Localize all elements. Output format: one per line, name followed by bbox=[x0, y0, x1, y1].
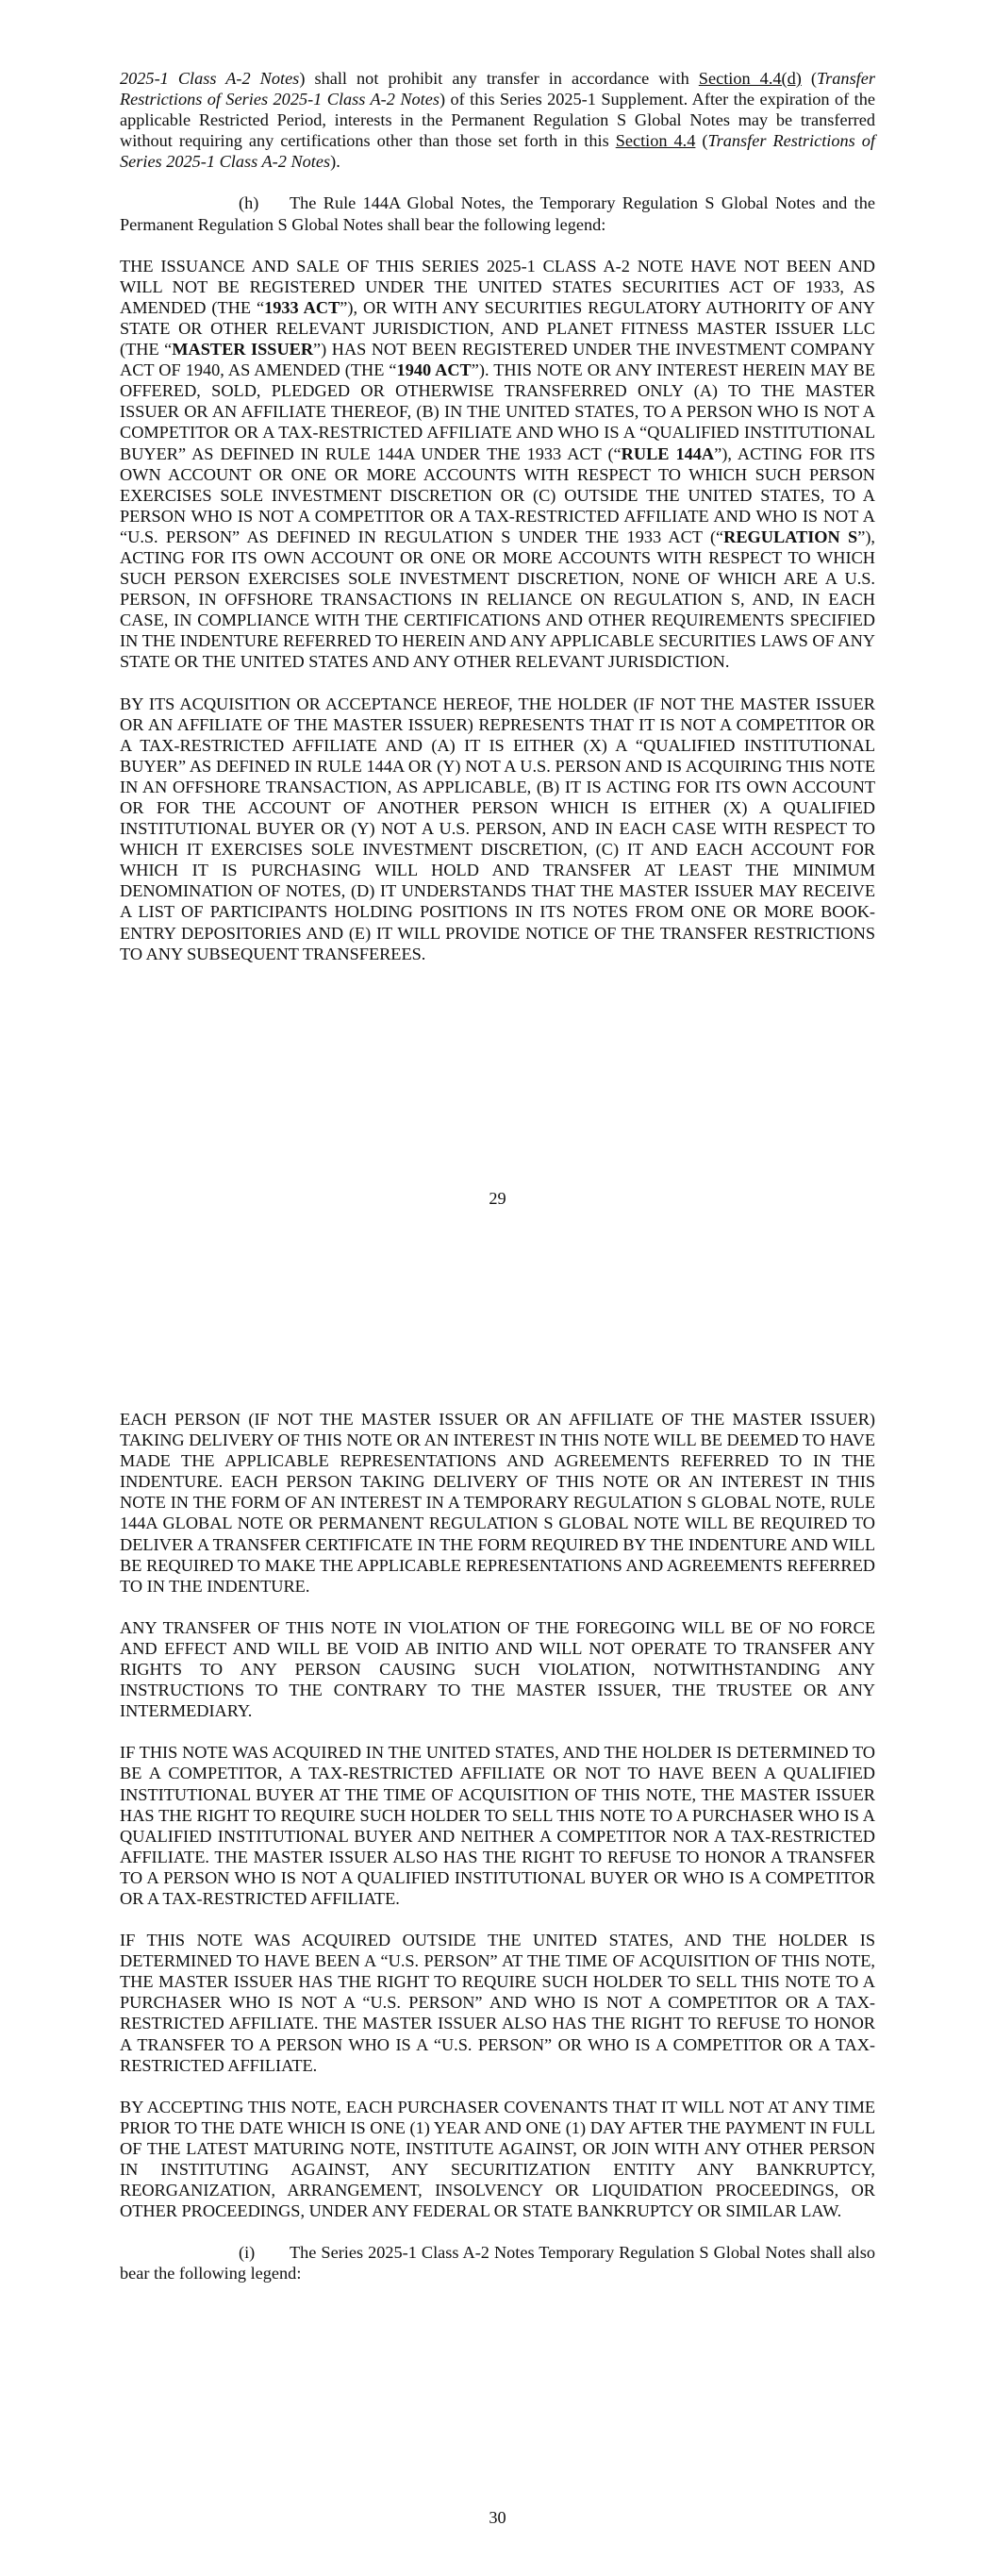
clause-h bbox=[120, 192, 875, 234]
section-ref-4-4: Section 4.4 bbox=[615, 131, 696, 151]
clause-h-label: (h) bbox=[239, 193, 259, 213]
legend-void-transfer: ANY TRANSFER OF THIS NOTE IN VIOLATION OF THE FOREGOING WILL BE OF NO FORCE AND EFFECT AND WILL BE VOID AB INITIO AND WILL NOT OPERATE TO TRANSFER ANY RIGHTS TO ANY PERSON CAUSING SUCH VIOLATION, NOTWITHSTANDING ANY INSTRUCTIONS TO THE CONTRARY TO THE MASTER ISSUER, THE TRUSTEE OR ANY INTERMEDIARY. bbox=[120, 1617, 875, 1721]
clause-i bbox=[120, 2242, 875, 2283]
legend-delivery-representations: EACH PERSON (IF NOT THE MASTER ISSUER OR AN AFFILIATE OF THE MASTER ISSUER) TAKING DELIVERY OF THIS NOTE OR AN INTEREST IN THIS NOTE WILL BE DEEMED TO HAVE MADE THE APPLICABLE REPRESENTATIONS AND AGREEMENTS REFERRED TO IN THE INDENTURE. EACH PERSON TAKING DELIVERY OF THIS NOTE OR AN INTEREST IN THIS NOTE IN THE FORM OF AN INTEREST IN A TEMPORARY REGULATION S GLOBAL NOTE, RULE 144A GLOBAL NOTE OR PERMANENT REGULATION S GLOBAL NOTE WILL BE REQUIRED TO DELIVER A TRANSFER CERTIFICATE IN THE FORM REQUIRED BY THE INDENTURE AND WILL BE REQUIRED TO MAKE THE APPLICABLE REPRESENTATIONS AND AGREEMENTS REFERRED TO IN THE INDENTURE. bbox=[120, 1410, 875, 1596]
clause-i-label: (i) bbox=[239, 2243, 256, 2263]
legend-acquired-in-us: IF THIS NOTE WAS ACQUIRED IN THE UNITED STATES, AND THE HOLDER IS DETERMINED TO BE A COMPETITOR, A TAX-RESTRICTED AFFILIATE OR NOT TO HAVE BEEN A QUALIFIED INSTITUTIONAL BUYER AT THE TIME OF ACQUISITION OF THIS NOTE, THE MASTER ISSUER HAS THE RIGHT TO REQUIRE SUCH HOLDER TO SELL THIS NOTE TO A PURCHASER WHO IS A QUALIFIED INSTITUTIONAL BUYER AND NEITHER A COMPETITOR NOR A TAX-RESTRICTED AFFILIATE. THE MASTER ISSUER ALSO HAS THE RIGHT TO REFUSE TO HONOR A TRANSFER TO A PERSON WHO IS NOT A QUALIFIED INSTITUTIONAL BUYER OR WHO IS A COMPETITOR OR A TAX-RESTRICTED AFFILIATE. bbox=[120, 1743, 875, 1908]
page-29-body bbox=[120, 68, 875, 964]
legend-acquired-outside-us: IF THIS NOTE WAS ACQUIRED OUTSIDE THE UNITED STATES, AND THE HOLDER IS DETERMINED TO HAVE BEEN A “U.S. PERSON” AT THE TIME OF ACQUISITION OF THIS NOTE, THE MASTER ISSUER HAS THE RIGHT TO REQUIRE SUCH HOLDER TO SELL THIS NOTE TO A PURCHASER WHO IS NOT A “U.S. PERSON” AND WHO IS NOT A COMPETITOR OR A TAX-RESTRICTED AFFILIATE. THE MASTER ISSUER ALSO HAS THE RIGHT TO REFUSE TO HONOR A TRANSFER TO A PERSON WHO IS A “U.S. PERSON” OR WHO IS A COMPETITOR OR A TAX-RESTRICTED AFFILIATE. bbox=[120, 1931, 875, 2075]
page-number: 30 bbox=[489, 2508, 506, 2527]
clause-h-text: The Rule 144A Global Notes, the Temporary Regulation S Global Notes and the Permanent Regulation S Global Notes shall bear the following legend: bbox=[120, 193, 875, 234]
legend-non-petition-covenant: BY ACCEPTING THIS NOTE, EACH PURCHASER COVENANTS THAT IT WILL NOT AT ANY TIME PRIOR TO THE DATE WHICH IS ONE (1) YEAR AND ONE (1) DAY AFTER THE PAYMENT IN FULL OF THE LATEST MATURING NOTE, INSTITUTE AGAINST, OR JOIN WITH ANY OTHER PERSON IN INSTITUTING AGAINST, ANY SECURITIZATION ENTITY ANY BANKRUPTCY, REORGANIZATION, ARRANGEMENT, INSOLVENCY OR LIQUIDATION PROCEEDINGS, OR OTHER PROCEEDINGS, UNDER ANY FEDERAL OR STATE BANKRUPTCY OR SIMILAR LAW. bbox=[120, 2097, 875, 2221]
legend-acquisition-representations: BY ITS ACQUISITION OR ACCEPTANCE HEREOF, THE HOLDER (IF NOT THE MASTER ISSUER OR AN AFFILIATE OF THE MASTER ISSUER) REPRESENTS THAT IT IS NOT A COMPETITOR OR A TAX-RESTRICTED AFFILIATE AND (A) IT IS EITHER (X) A “QUALIFIED INSTITUTIONAL BUYER” AS DEFINED IN RULE 144A OR (Y) NOT A U.S. PERSON AND IS ACQUIRING THIS NOTE IN AN OFFSHORE TRANSACTION, AS APPLICABLE, (B) IT IS ACTING FOR ITS OWN ACCOUNT OR FOR THE ACCOUNT OF ANOTHER PERSON WHICH IS EITHER (X) A QUALIFIED INSTITUTIONAL BUYER OR (Y) NOT A U.S. PERSON, AND IN EACH CASE WITH RESPECT TO WHICH IT EXERCISES SOLE INVESTMENT DISCRETION, (C) IT AND EACH ACCOUNT FOR WHICH IT IS PURCHASING WILL HOLD AND TRANSFER AT LEAST THE MINIMUM DENOMINATION OF NOTES, (D) IT UNDERSTANDS THAT THE MASTER ISSUER MAY RECEIVE A LIST OF PARTICIPANTS HOLDING POSITIONS IN ITS NOTES FROM ONE OR MORE BOOK-ENTRY DEPOSITORIES AND (E) IT WILL PROVIDE NOTICE OF THE TRANSFER RESTRICTIONS TO ANY SUBSEQUENT TRANSFEREES. bbox=[120, 694, 875, 963]
page-30-body bbox=[120, 1409, 875, 2283]
legend-issuance-and-sale: THE ISSUANCE AND SALE OF THIS SERIES 2025-1 CLASS A-2 NOTE HAVE NOT BEEN AND WILL NOT BE REGISTERED UNDER THE UNITED STATES SECURITIES ACT OF 1933, AS AMENDED (THE “1933 ACT”), OR WITH ANY SECURITIES REGULATORY AUTHORITY OF ANY STATE OR OTHER RELEVANT JURISDICTION, AND PLANET FITNESS MASTER ISSUER LLC (THE “MASTER ISSUER”) HAS NOT BEEN REGISTERED UNDER THE INVESTMENT COMPANY ACT OF 1940, AS AMENDED (THE “1940 ACT”). THIS NOTE OR ANY INTEREST HEREIN MAY BE OFFERED, SOLD, PLEDGED OR OTHERWISE TRANSFERRED ONLY (A) TO THE MASTER ISSUER OR AN AFFILIATE THEREOF, (B) IN THE UNITED STATES, TO A PERSON WHO IS NOT A COMPETITOR OR A TAX-RESTRICTED AFFILIATE AND WHO IS A “QUALIFIED INSTITUTIONAL BUYER” AS DEFINED IN RULE 144A UNDER THE 1933 ACT (“RULE 144A”), ACTING FOR ITS OWN ACCOUNT OR ONE OR MORE ACCOUNTS WITH RESPECT TO WHICH SUCH PERSON EXERCISES SOLE INVESTMENT DISCRETION OR (C) OUTSIDE THE UNITED STATES, TO A PERSON WHO IS NOT A COMPETITOR OR A TAX-RESTRICTED AFFILIATE AND WHO IS NOT A “U.S. PERSON” AS DEFINED IN REGULATION S UNDER THE 1933 ACT (“REGULATION S”), ACTING FOR ITS OWN ACCOUNT OR ONE OR MORE ACCOUNTS WITH RESPECT TO WHICH SUCH PERSON EXERCISES SOLE INVESTMENT DISCRETION, NONE OF WHICH ARE A U.S. PERSON, IN OFFSHORE TRANSACTIONS IN RELIANCE ON REGULATION S, AND, IN EACH CASE, IN COMPLIANCE WITH THE CERTIFICATIONS AND OTHER REQUIREMENTS SPECIFIED IN THE INDENTURE REFERRED TO HEREIN AND ANY APPLICABLE SECURITIES LAWS OF ANY STATE OR THE UNITED STATES AND ANY OTHER RELEVANT JURISDICTION. bbox=[120, 256, 876, 672]
page-number: 29 bbox=[489, 1189, 506, 1208]
paragraph-transfer-restrictions: 2025-1 Class A-2 Notes) shall not prohibit any transfer in accordance with Section 4.4(d) (Transfer Restrictions of Series 2025-1 Class A-2 Notes) of this Series 2025-1 Supplement. After the expiration of the applicable Restricted Period, interests in the Permanent Regulation S Global Notes may be transferred without requiring any certifications other than those set forth in this Section 4.4 (Transfer Restrictions of Series 2025-1 Class A-2 Notes). bbox=[120, 69, 875, 172]
clause-i-text: The Series 2025-1 Class A-2 Notes Temporary Regulation S Global Notes shall also bear the following legend: bbox=[120, 2243, 875, 2283]
section-ref-4-4-d: Section 4.4(d) bbox=[698, 69, 802, 88]
page-30 bbox=[0, 1288, 995, 2576]
